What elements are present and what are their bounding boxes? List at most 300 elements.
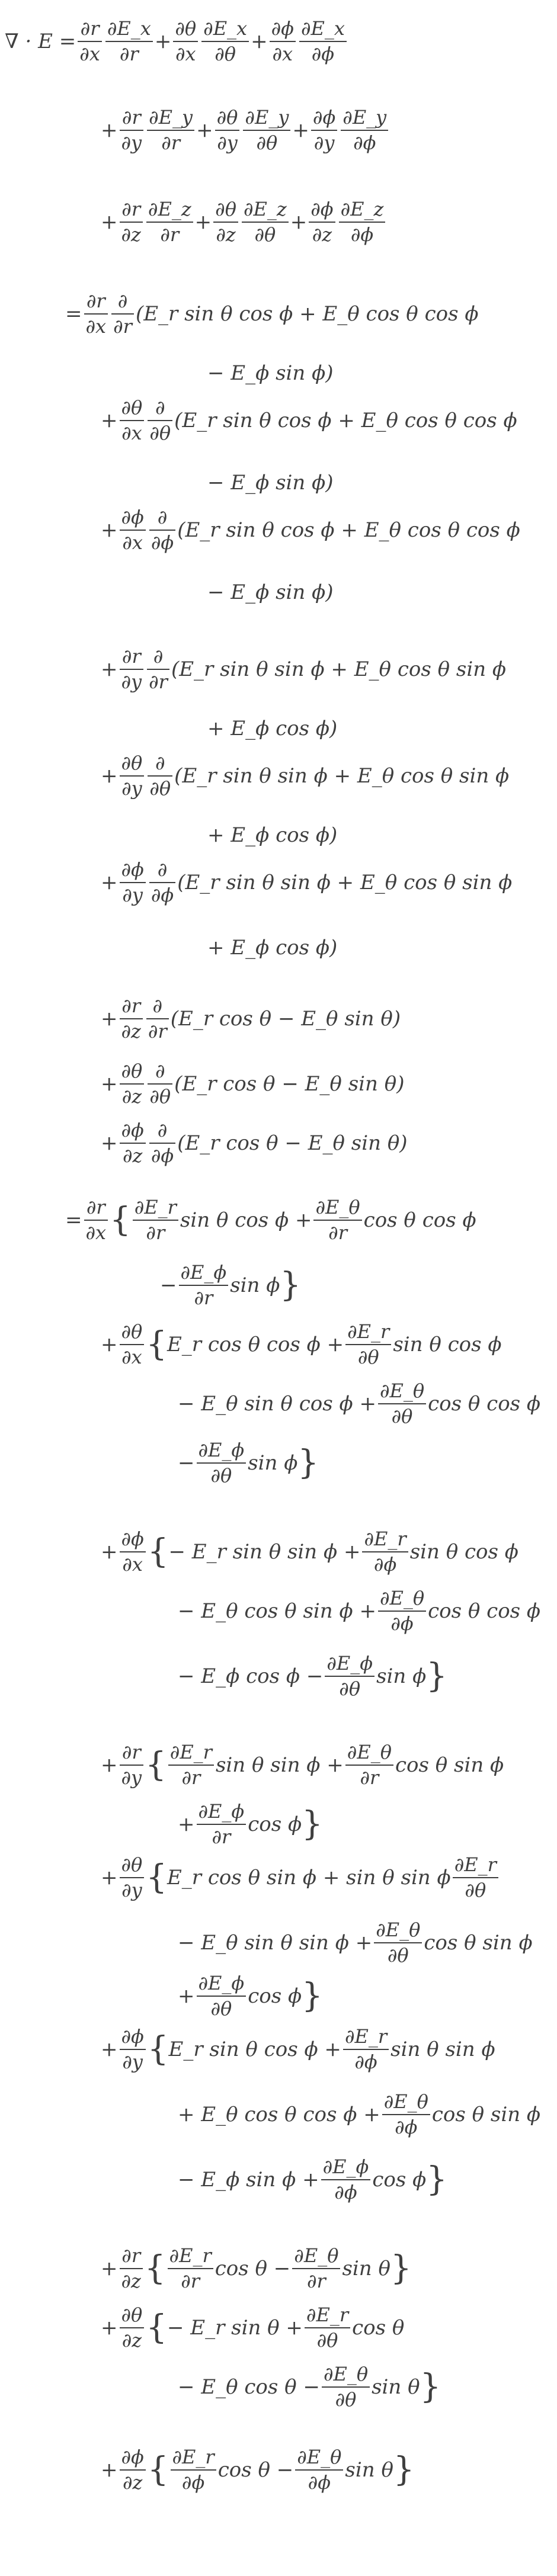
equation-line [5,6,348,77]
fraction-denominator: ∂r [360,1766,379,1789]
fraction-bar [197,1996,247,1997]
fraction-bar [201,41,249,42]
fraction-denominator: ∂θ [149,422,171,444]
fraction [149,859,175,906]
fraction-bar [309,222,335,223]
fraction-bar [120,1344,145,1345]
fraction-denominator: ∂ϕ [350,223,374,246]
fraction-denominator: ∂x [122,1553,143,1576]
fraction [325,1653,374,1700]
fraction-bar [146,222,193,223]
equation-line [178,2079,540,2150]
brace: { [110,1201,131,1239]
fraction-numerator: ∂E_ϕ [326,1652,373,1675]
fraction-denominator: ∂θ [149,777,171,800]
fraction-denominator: ∂θ [149,1085,171,1108]
brace: } [390,2249,412,2288]
fraction [120,859,146,906]
fraction-bar [305,2327,350,2328]
equation-line [101,2014,495,2085]
fraction-bar [345,1344,391,1345]
brace: } [426,1657,447,1695]
fraction [292,2245,340,2292]
fraction-bar [120,1877,145,1878]
fraction-numerator: ∂ϕ [121,1119,144,1142]
brace: { [147,1532,169,1571]
fraction-denominator: ∂ϕ [151,531,174,554]
math-text: + E_ϕ cos ϕ) [207,717,338,740]
math-text: sin θ [342,2257,390,2280]
fraction-denominator: ∂z [121,2329,142,2352]
math-text: + [101,2458,118,2482]
fraction-bar [120,1083,145,1085]
fraction-bar [120,1551,146,1552]
equation-line [207,557,334,628]
fraction-bar [120,420,145,421]
fraction-numerator: ∂E_z [340,198,384,221]
fraction-numerator: ∂ϕ [271,17,294,40]
fraction-numerator: ∂E_r [347,1320,390,1343]
fraction-denominator: ∂r [306,2270,326,2292]
math-text: + [101,1072,118,1096]
fraction-numerator: ∂r [121,198,141,221]
fraction-bar [133,1220,178,1221]
math-text: + [101,409,118,432]
math-text: sin θ sin ϕ + [215,1753,344,1777]
math-text: cos θ cos ϕ [428,1599,541,1623]
fraction-numerator: ∂ϕ [121,1528,144,1551]
math-text: − E_r sin θ sin ϕ + [168,1540,361,1564]
fraction-bar [120,1018,143,1019]
fraction [149,506,175,554]
equation-line [178,2352,441,2423]
fraction [197,1439,247,1487]
fraction-denominator: ∂x [85,315,107,338]
fraction-bar [84,1220,108,1221]
math-text: + [101,1131,118,1155]
math-text: sin θ cos ϕ [393,1333,502,1356]
fraction-bar [147,669,169,670]
math-text: cos θ − [215,2257,291,2280]
math-text: − E_θ cos θ sin ϕ + [178,1599,376,1623]
fraction-bar [345,1765,393,1766]
fraction-numerator: ∂θ [175,17,197,40]
fraction-denominator: ∂y [122,884,143,906]
math-text: − E_r sin θ + [167,2316,303,2340]
fraction [120,1321,145,1368]
fraction-bar [173,41,198,42]
fraction-numerator: ∂E_θ [376,1919,421,1942]
fraction-bar [147,130,194,131]
math-text: + [154,30,172,53]
fraction-bar [321,2179,371,2180]
brace: { [146,2308,167,2347]
fraction-bar [120,2327,145,2328]
fraction-denominator: ∂x [175,43,196,65]
fraction-denominator: ∂r [119,43,139,65]
fraction-bar [120,2469,146,2471]
fraction [120,1528,146,1576]
fraction [215,107,240,154]
fraction-bar [111,313,134,315]
fraction [111,290,134,338]
math-text: cos θ sin ϕ [431,2103,541,2126]
fraction [120,995,143,1042]
fraction-numerator: ∂ϕ [121,2446,144,2469]
equation-line [178,2144,447,2215]
fraction-bar [105,41,153,42]
math-text: + [101,210,118,234]
fraction-bar [148,420,172,421]
fraction [120,1854,145,1901]
fraction-numerator: ∂E_z [148,198,191,221]
fraction-denominator: ∂θ [210,1464,232,1487]
fraction [321,2156,371,2203]
fraction-denominator: ∂z [312,223,332,246]
fraction [149,1119,175,1167]
fraction-bar [148,775,172,777]
fraction-bar [382,2114,430,2115]
fraction-numerator: ∂ϕ [121,506,144,529]
math-text: − E_θ sin θ sin ϕ + [178,1931,373,1955]
fraction-numerator: ∂E_z [243,198,287,221]
fraction-denominator: ∂r [113,315,132,338]
fraction-numerator: ∂r [121,106,141,129]
math-text: = [65,302,82,326]
fraction-denominator: ∂r [181,1766,201,1789]
fraction-bar [295,2469,343,2471]
fraction [120,2245,143,2292]
fraction-numerator: ∂ [157,1119,168,1142]
fraction-numerator: ∂ [153,645,164,668]
math-text: + [292,118,309,142]
fraction [453,1854,498,1901]
math-text: sin ϕ [230,1273,280,1297]
fraction-bar [299,41,347,42]
brace: { [146,1858,167,1897]
fraction-denominator: ∂y [121,1766,142,1789]
equation-line [101,385,517,456]
fraction-denominator: ∂r [161,131,181,154]
fraction-bar [149,1143,175,1144]
math-text: (E_r sin θ sin ϕ + E_θ cos θ sin ϕ [177,871,513,894]
math-text: sin θ sin ϕ [390,2038,495,2061]
fraction-bar [292,2268,340,2269]
fraction-numerator: ∂θ [121,1320,143,1343]
math-text: E_r cos θ sin ϕ + sin θ sin ϕ [167,1866,451,1890]
math-text: cos θ [352,2316,405,2340]
fraction-numerator: ∂E_θ [347,1741,392,1764]
equation-line [65,1185,476,1256]
equation-line [101,1108,408,1179]
fraction [345,1321,391,1368]
fraction [133,1196,178,1244]
brace: { [144,2249,166,2288]
fraction-denominator: ∂θ [357,1346,379,1368]
math-text: + [101,2257,118,2280]
math-text: − E_ϕ sin ϕ + [178,2168,319,2192]
fraction-numerator: ∂E_θ [379,1587,425,1610]
math-text: (E_r cos θ − E_θ sin θ) [170,1007,401,1031]
equation-line [178,1576,540,1647]
fraction-numerator: ∂E_r [169,2244,212,2267]
fraction [148,752,172,800]
fraction-numerator: ∂E_θ [294,2244,339,2267]
math-text: + [290,210,308,234]
brace: { [146,1325,167,1364]
fraction [311,107,337,154]
fraction-denominator: ∂z [122,2471,143,2494]
fraction-numerator: ∂r [86,290,105,313]
fraction-denominator: ∂ϕ [390,1612,414,1635]
fraction-numerator: ∂ϕ [310,198,334,221]
fraction-denominator: ∂ϕ [334,2181,357,2203]
math-text: cos ϕ [248,1984,302,2008]
fraction-numerator: ∂E_y [245,106,289,129]
fraction [313,1196,361,1244]
equation-line [207,912,337,983]
math-text: − E_ϕ cos ϕ − [178,1664,324,1688]
math-text: + [101,518,118,542]
fraction-numerator: ∂E_ϕ [198,1800,245,1823]
fraction-bar [322,2386,370,2388]
fraction-numerator: ∂ϕ [312,106,336,129]
fraction-denominator: ∂θ [316,2329,338,2352]
fraction-denominator: ∂z [121,223,141,246]
fraction-denominator: ∂ϕ [353,131,376,154]
math-text: (E_r sin θ cos ϕ + E_θ cos θ cos ϕ [174,409,517,432]
brace: { [147,2030,169,2068]
fraction-numerator: ∂r [121,645,141,668]
math-text: + [101,1540,118,1564]
fraction [120,1119,146,1167]
fraction-bar [378,1403,426,1404]
fraction-bar [120,1765,144,1766]
fraction-numerator: ∂E_ϕ [198,1439,245,1462]
fraction-numerator: ∂θ [121,396,143,419]
math-text: + [101,764,118,788]
math-text: + [101,657,118,681]
fraction [148,1060,172,1108]
fraction [120,397,145,444]
math-text: + E_ϕ cos ϕ) [207,823,338,847]
fraction-bar [168,1765,214,1766]
math-text: + [101,1007,118,1031]
fraction-denominator: ∂θ [391,1405,413,1427]
fraction [309,198,335,246]
math-text: + E_θ cos θ cos ϕ + [178,2103,380,2126]
fraction-numerator: ∂E_θ [323,2363,369,2386]
math-text: E_r cos θ cos ϕ + [167,1333,344,1356]
fraction-denominator: ∂ϕ [311,43,335,65]
fraction-numerator: ∂r [121,1741,141,1764]
fraction-bar [120,882,146,883]
fraction [120,107,144,154]
fraction-bar [453,1877,498,1878]
fraction-numerator: ∂ϕ [121,2025,144,2048]
fraction-numerator: ∂ [152,995,163,1018]
fraction-denominator: ∂x [79,43,100,65]
fraction [168,2245,213,2292]
fraction-denominator: ∂r [212,1826,231,1848]
fraction-bar [120,775,145,777]
fraction [243,107,290,154]
math-text: + [178,1984,195,2008]
math-text: − E_ϕ sin ϕ) [207,580,334,604]
fraction-numerator: ∂ [155,1060,165,1083]
fraction-denominator: ∂r [149,671,168,693]
fraction [179,1262,229,1309]
math-text: cos ϕ [248,1812,302,1836]
fraction-numerator: ∂θ [215,198,236,221]
fraction [84,1196,108,1244]
fraction [120,646,144,693]
fraction-numerator: ∂E_θ [315,1196,360,1219]
fraction-bar [378,1611,426,1612]
fraction-numerator: ∂r [121,2244,141,2267]
fraction-bar [197,1462,247,1464]
fraction-numerator: ∂ [117,290,128,313]
fraction-bar [311,130,337,131]
fraction-bar [120,222,143,223]
fraction-denominator: ∂r [146,1221,165,1244]
fraction-bar [148,1083,172,1085]
fraction [120,2446,146,2494]
fraction-denominator: ∂y [121,131,142,154]
fraction-denominator: ∂ϕ [354,2051,377,2073]
math-text: (E_r sin θ cos ϕ + E_θ cos θ cos ϕ [135,302,479,326]
fraction-bar [120,2268,143,2269]
fraction-numerator: ∂E_x [300,17,345,40]
fraction-bar [213,222,238,223]
math-text: − [160,1273,177,1297]
fraction [148,397,172,444]
equation-line [101,495,520,566]
fraction-denominator: ∂z [121,1020,141,1042]
math-text: + [101,1866,118,1890]
math-text: (E_r sin θ cos ϕ + E_θ cos θ cos ϕ [177,518,520,542]
fraction-denominator: ∂x [85,1221,107,1244]
fraction-numerator: ∂ [155,752,165,775]
math-text: + [196,118,213,142]
math-text: + E_ϕ cos ϕ) [207,936,338,960]
fraction-denominator: ∂θ [210,1997,232,2020]
fraction [305,2304,350,2352]
fraction-bar [120,1143,146,1144]
fraction [120,1741,144,1789]
fraction [341,107,388,154]
equation-line [101,2434,415,2506]
brace: } [280,1266,302,1304]
fraction [378,1380,426,1427]
equation-line [101,187,387,258]
math-text: + [101,871,118,894]
fraction [168,1741,214,1789]
brace: } [297,1443,319,1482]
math-text: − E_θ sin θ cos ϕ + [178,1392,376,1416]
math-text: + [101,1333,118,1356]
fraction-bar [120,130,144,131]
fraction-bar [242,222,289,223]
fraction-denominator: ∂θ [335,2388,357,2411]
fraction-denominator: ∂ϕ [181,2471,205,2494]
brace: { [147,2450,169,2489]
fraction [362,1528,408,1576]
fraction-bar [171,2469,216,2471]
math-text: sin θ [372,2375,420,2399]
fraction-numerator: ∂E_r [364,1528,406,1551]
fraction-bar [168,2268,213,2269]
fraction-bar [149,530,175,531]
fraction-denominator: ∂y [122,2051,143,2073]
fraction-denominator: ∂x [272,43,293,65]
fraction-bar [120,530,146,531]
math-text: ∇ · E = [5,30,76,53]
fraction [378,1587,426,1635]
fraction-denominator: ∂θ [215,43,236,65]
math-text: + [251,30,268,53]
fraction [146,995,169,1042]
math-text: + [101,1753,118,1777]
fraction-numerator: ∂θ [121,2304,143,2327]
math-text: − E_ϕ sin ϕ) [207,361,334,385]
math-text: − E_θ cos θ − [178,2375,320,2399]
math-text: + [101,118,118,142]
fraction-denominator: ∂y [121,1879,142,1901]
fraction [270,18,296,65]
fraction-bar [215,130,240,131]
fraction-numerator: ∂E_r [306,2304,349,2327]
math-text: − [178,1451,195,1475]
math-text: (E_r cos θ − E_θ sin θ) [174,1072,405,1096]
fraction-bar [325,1676,374,1677]
math-text: (E_r cos θ − E_θ sin θ) [177,1131,408,1155]
fraction-bar [313,1220,361,1221]
fraction [120,1060,145,1108]
math-text: sin θ cos ϕ + [180,1208,312,1232]
math-text: = [65,1208,82,1232]
fraction [120,2304,145,2352]
brace: } [302,1805,323,1843]
fraction-denominator: ∂y [313,131,335,154]
brace: } [426,2160,447,2199]
fraction-numerator: ∂E_r [169,1741,212,1764]
fraction [147,646,169,693]
equation-line [101,1842,500,1913]
fraction-denominator: ∂x [121,1346,142,1368]
fraction-denominator: ∂ϕ [373,1553,397,1576]
fraction-bar [343,2049,389,2050]
fraction-bar [146,1018,169,1019]
fraction-bar [243,130,290,131]
fraction-bar [374,1942,422,1943]
fraction [171,2446,216,2494]
fraction-numerator: ∂E_y [342,106,387,129]
math-text: E_r sin θ cos ϕ + [168,2038,341,2061]
math-text: cos θ − [217,2458,294,2482]
math-text: cos θ sin ϕ [395,1753,504,1777]
fraction-denominator: ∂θ [465,1879,486,1901]
fraction-numerator: ∂r [80,17,100,40]
fraction [339,198,386,246]
math-text: sin θ [345,2458,393,2482]
fraction-numerator: ∂E_x [203,17,248,40]
math-text: sin ϕ [248,1451,298,1475]
fraction-denominator: ∂ϕ [151,884,174,906]
fraction [322,2363,370,2411]
fraction-denominator: ∂x [121,422,142,444]
fraction-bar [270,41,296,42]
